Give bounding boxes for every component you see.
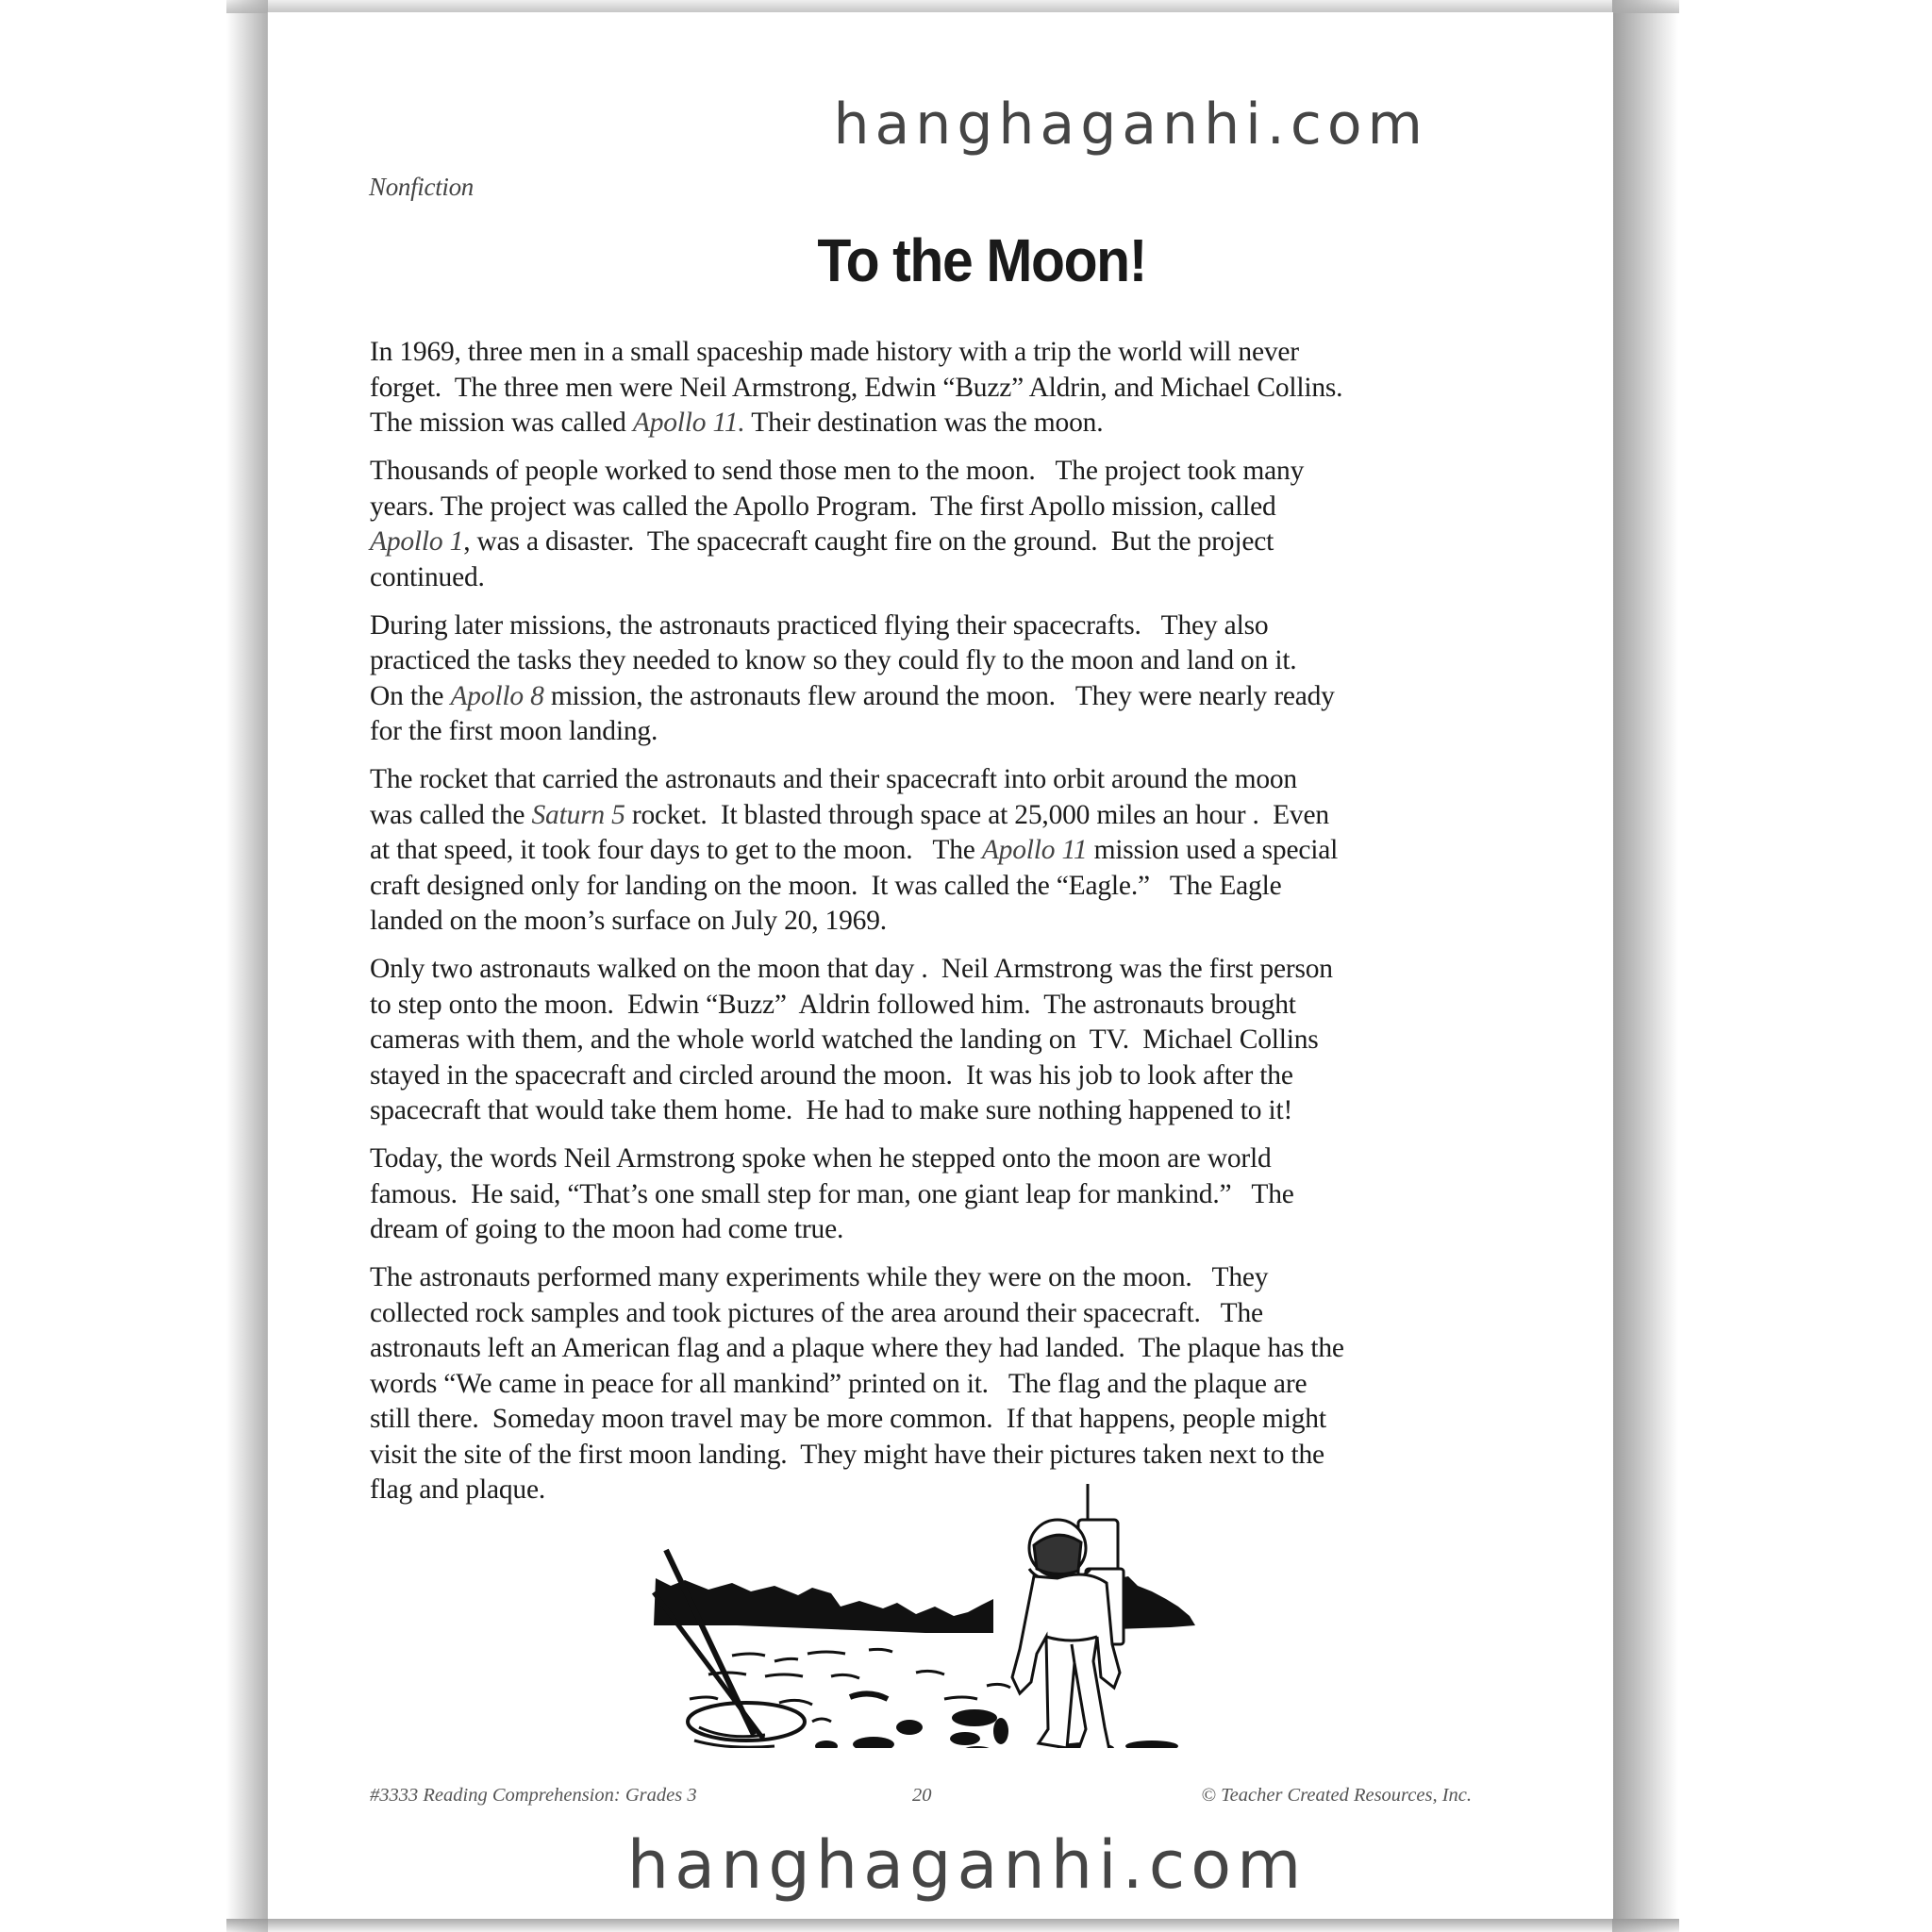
text-line [370,1367,1483,1403]
text-line [370,1438,1483,1474]
text-segment: mission, the astronauts flew around the moon. They were nearly ready [543,680,1335,711]
text-segment: The mission was called [370,408,633,438]
astronaut-on-moon-illustration [642,1474,1199,1748]
footer-book-title: #3333 Reading Comprehension: Grades 3 [370,1785,697,1806]
text-line [370,406,1483,441]
text-line [370,988,1483,1024]
worksheet-page [267,12,1613,1919]
text-segment: dream of going to the moon had come true. [370,1214,844,1244]
article-paragraph [370,1141,1483,1248]
italic-title-text: Saturn 5 [531,799,625,830]
text-line [370,1402,1483,1438]
text-segment: craft designed only for landing on the moon. It was called the “Eagle.” The Eagle [370,870,1282,901]
italic-title-text: Apollo 11 [981,835,1088,865]
italic-title-text: Apollo 1 [370,526,464,557]
text-line [370,952,1483,988]
text-line [370,454,1483,490]
text-segment: famous. He said, “That’s one small step for man, one giant leap for mankind.” The [370,1178,1294,1209]
text-line [370,490,1483,525]
text-segment: collected rock samples and took pictures of the area around their spacecraft. The [370,1297,1263,1328]
article-paragraph [370,335,1483,441]
text-segment: The astronauts performed many experiments while they were on the moon. They [370,1262,1269,1292]
text-segment: forget. The three men were Neil Armstrong, Edwin “Buzz” Aldrin, and Michael Collins. [370,372,1343,403]
text-segment: still there. Someday moon travel may be more common. If that happens, people might [370,1404,1326,1434]
article-paragraph [370,952,1483,1129]
text-line [370,904,1483,940]
text-segment: visit the site of the first moon landing. They might have their pictures taken next to the [370,1439,1324,1470]
article-paragraph [370,454,1483,595]
text-line [370,335,1483,371]
page-shadow-bottom [226,1919,1679,1932]
text-line [370,869,1483,905]
section-label: Nonfiction [369,173,474,201]
text-segment: for the first moon landing. [370,716,658,746]
text-line [370,525,1483,560]
text-segment: to step onto the moon. Edwin “Buzz” Aldrin followed him. The astronauts brought [370,989,1296,1020]
text-segment: was called the [370,799,532,830]
article-paragraph [370,1260,1483,1508]
text-line [370,1141,1483,1177]
text-segment: years. The project was called the Apollo Program. The first Apollo mission, called [370,491,1276,522]
article-paragraph [370,608,1483,750]
text-segment: at that speed, it took four days to get to the moon. The [370,835,982,865]
text-line [370,714,1483,750]
footer-page-number: 20 [912,1785,932,1806]
text-line [370,1331,1483,1367]
text-segment: landed on the moon’s surface on July 20, 1969. [370,906,887,936]
text-line [370,1177,1483,1213]
watermark-top: hanghaganhi.com [833,92,1428,158]
text-segment: , was a disaster. The spacecraft caught fire on the ground. But the project [463,526,1274,557]
text-segment: On the [370,680,451,711]
text-segment: Today, the words Neil Armstrong spoke when he stepped onto the moon are world [370,1143,1272,1174]
article-paragraph [370,762,1483,940]
text-segment: Their destination was the moon. [744,408,1104,438]
text-line [370,1093,1483,1129]
text-segment: cameras with them, and the whole world watched the landing on TV. Michael Collins [370,1024,1319,1055]
watermark-bottom: hanghaganhi.com [626,1826,1307,1904]
text-segment: flag and plaque. [370,1474,546,1505]
ground-rocks [815,1709,1178,1748]
italic-title-text: Apollo 8 [450,680,544,711]
text-line [370,371,1483,407]
text-line [370,1023,1483,1058]
text-segment: During later missions, the astronauts practiced flying their spacecrafts. They also [370,609,1269,641]
text-line [370,1058,1483,1094]
text-segment: Only two astronauts walked on the moon that day . Neil Armstrong was the first person [370,954,1333,984]
text-line [370,798,1483,834]
text-line [370,833,1483,869]
text-segment: continued. [370,561,485,592]
article-body [370,335,1483,1521]
text-segment: Thousands of people worked to send those men to the moon. The project took many [370,456,1305,486]
text-line [370,643,1483,679]
text-segment: In 1969, three men in a small spaceship made history with a trip the world will never [370,337,1299,367]
text-line [370,762,1483,798]
text-segment: words “We came in peace for all mankind” printed on it. The flag and the plaque are [370,1368,1307,1399]
text-segment: mission used a special [1087,835,1339,865]
text-line [370,560,1483,596]
text-line [370,1260,1483,1296]
text-segment: The rocket that carried the astronauts and their spacecraft into orbit around the moon [370,764,1297,794]
text-segment: astronauts left an American flag and a plaque where they had landed. The plaque has the [370,1333,1344,1363]
text-line [370,1296,1483,1332]
astronaut-figure [1012,1484,1124,1748]
page-title: To the Moon! [817,226,1146,294]
text-segment: spacecraft that would take them home. He had to make sure nothing happened to it! [370,1095,1293,1125]
italic-title-text: Apollo 11. [632,408,745,438]
text-line [370,1212,1483,1248]
text-line [370,679,1483,715]
page-shadow-right [1612,0,1678,1932]
footer-copyright: © Teacher Created Resources, Inc. [1201,1785,1472,1806]
text-segment: stayed in the spacecraft and circled around the moon. It was his job to look after the [370,1059,1293,1091]
text-line [370,608,1483,644]
page-shadow-left [226,0,268,1932]
text-segment: practiced the tasks they needed to know so they could fly to the moon and land on it. [370,645,1297,675]
page-shadow-top [226,0,1679,13]
text-segment: rocket. It blasted through space at 25,000 miles an hour . Even [625,799,1329,830]
horizon-mountains-left [654,1578,993,1633]
